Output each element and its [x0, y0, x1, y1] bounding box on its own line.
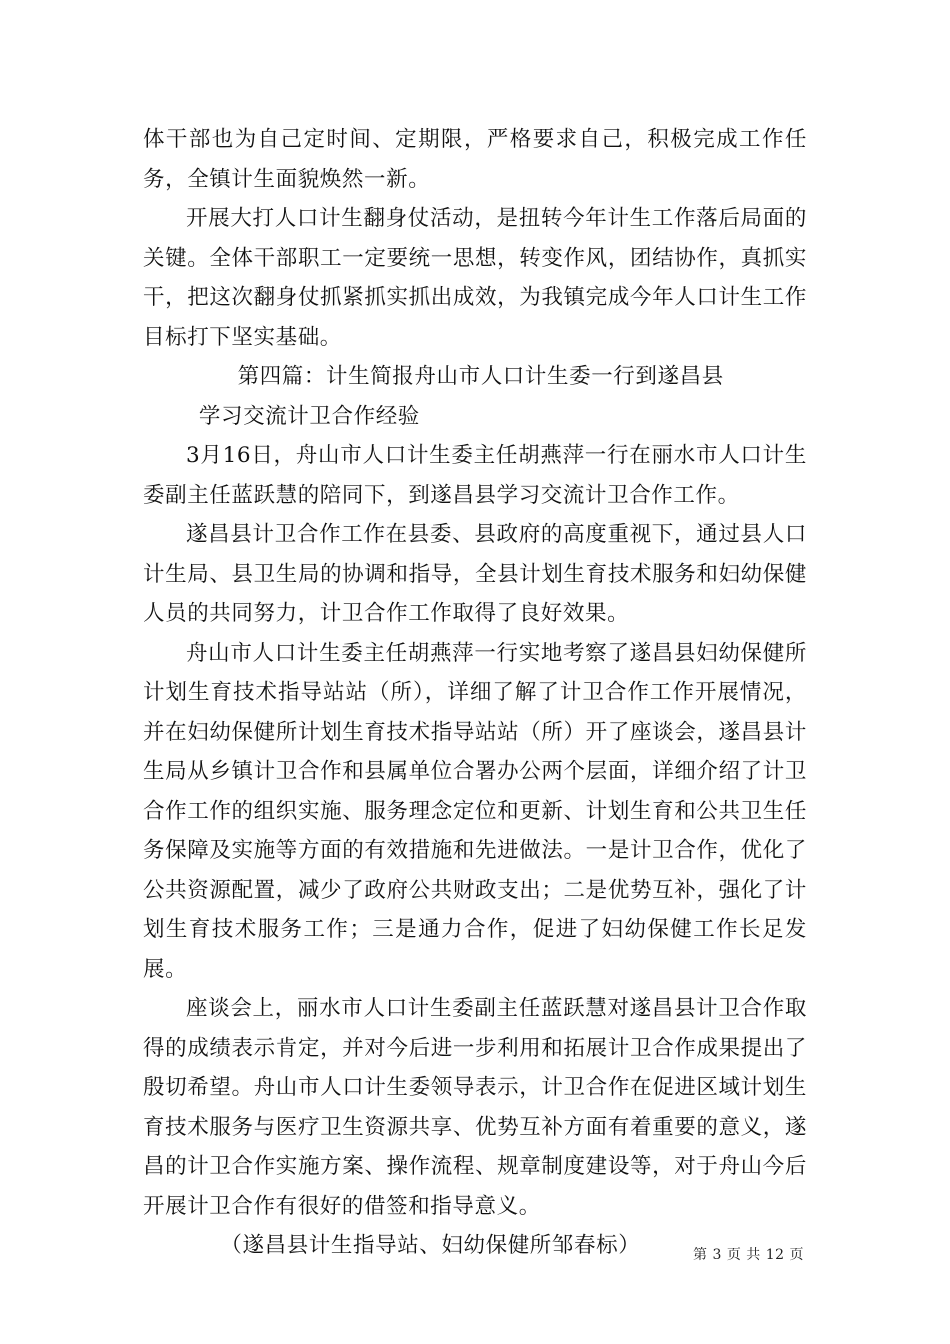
paragraph-conclusion: 开展大打人口计生翻身仗活动，是扭转今年计生工作落后局面的关键。全体干部职工一定要统一思想，转变作风，团结协作，真抓实干，把这次翻身仗抓紧抓实抓出成效，为我镇完成今年人口计生工作目标打下坚实基础。 [143, 206, 807, 350]
paragraph-continuation: 体干部也为自己定时间、定期限，严格要求自己，积极完成工作任务，全镇计生面貌焕然一新。 [143, 127, 807, 192]
document-body [143, 120, 807, 1266]
paragraph-background: 遂昌县计卫合作工作在县委、县政府的高度重视下，通过县人口计生局、县卫生局的协调和指导，全县计划生育技术服务和妇幼保健人员的共同努力，计卫合作工作取得了良好效果。 [143, 522, 807, 626]
author-signature: （遂昌县计生指导站、妇幼保健所邹春标） [220, 1233, 641, 1258]
page-number: 第 3 页 共 12 页 [693, 1247, 804, 1263]
article-subtitle: 学习交流计卫合作经验 [198, 403, 420, 429]
paragraph-meeting: 座谈会上，丽水市人口计生委副主任蓝跃慧对遂昌县计卫合作取得的成绩表示肯定，并对今后进一步利用和拓展计卫合作成果提出了殷切希望。舟山市人口计生委领导表示，计卫合作在促进区域计划生育技术服务与医疗卫生资源共享、优势互补方面有着重要的意义，遂昌的计卫合作实施方案、操作流程、规章制度建设等，对于舟山今后开展计卫合作有很好的借签和指导意义。 [143, 996, 807, 1219]
article-title: 第四篇：计生简报舟山市人口计生委一行到遂昌县 [237, 364, 724, 389]
paragraph-intro: 3月16日，舟山市人口计生委主任胡燕萍一行在丽水市人口计生委副主任蓝跃慧的陪同下，到遂昌县学习交流计卫合作工作。 [143, 443, 807, 508]
paragraph-inspection: 舟山市人口计生委主任胡燕萍一行实地考察了遂昌县妇幼保健所计划生育技术指导站站（所），详细了解了计卫合作工作开展情况，并在妇幼保健所计划生育技术指导站站（所）开了座谈会，遂昌县计生局从乡镇计卫合作和县属单位合署办公两个层面，详细介绍了计卫合作工作的组织实施、服务理念定位和更新、计划生育和公共卫生任务保障及实施等方面的有效措施和先进做法。一是计卫合作，优化了公共资源配置，减少了政府公共财政支出；二是优势互补，强化了计划生育技术服务工作；三是通力合作，促进了妇幼保健工作长足发展。 [143, 640, 807, 982]
